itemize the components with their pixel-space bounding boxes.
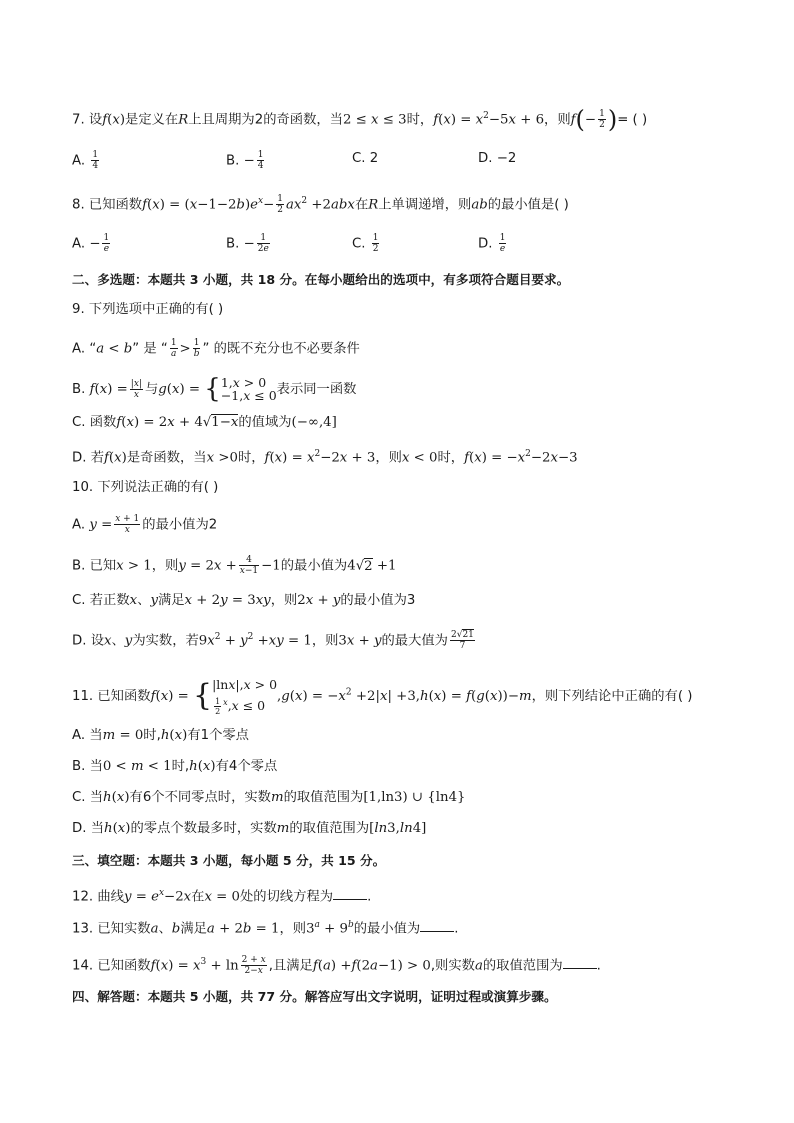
option-label: D. [478,236,493,252]
option-label: C. 函数 [72,415,117,430]
q13-text: ，则 [279,921,307,937]
q11-text: ，则下列结论中正确的有( ) [531,689,693,705]
question-13: 13. 已知实数a、b满足a + 2b = 1，则$3^a + 9^b$的最小值为 . [72,920,459,937]
question-12: 12. 曲线$y = e^x-2x$在x = 0处的切线方程为 . [72,888,372,905]
q8-option-c[interactable]: C. $\frac{1}{2}$ [352,233,379,254]
q11-option-a[interactable]: A. 当m = 0时,h(x)有1个零点 [72,728,249,743]
option-label: D. −2 [478,151,517,166]
question-7-stem: 7. 设f(x)是定义在R上且周期为2的奇函数，当2 ≤ x ≤ 3时，$f(x) = x^2-5x + 6$，则f(− $\frac{1}{2}$ )= ( ) [72,105,648,134]
option-label: B. 当 [72,759,103,774]
option-label: B. [72,382,86,397]
q12-text: 在 [191,889,205,905]
q8-text: 上单调递增，则 [378,197,472,213]
option-label: D. 当 [72,821,104,836]
section-heading-2: 二、多选题：本题共 3 小题，共 18 分。在每小题给出的选项中，有多项符合题目要求。 [72,272,570,287]
q7-text: 是定义在 [125,112,179,128]
q14-text: ,则实数 [430,958,475,974]
q9-text: ” 的既不充分也不必要条件 [202,341,360,357]
q10-text: ，则 [151,558,179,574]
option-label: C. 2 [352,151,379,166]
q8-option-b[interactable]: B. − $\frac{1}{2e}$ [226,233,269,254]
q8-text: 在 [354,197,369,213]
q7-text: ，则 [544,112,571,128]
q9-option-d[interactable]: D. 若f(x)是奇函数，当x >0时，$f(x) = x^2-2x + 3$，则x < 0时，$f(x) = -x^2-2x-3$ [72,449,578,466]
answer-blank[interactable] [563,958,597,969]
q9-text: ，则 [375,450,402,466]
q7-option-c[interactable] [352,150,378,168]
q10-text: 满足 [157,593,185,608]
q7-option-b[interactable]: B. − $\frac{1}{4}$ [226,150,264,171]
q10-option-a[interactable]: A. y = $\frac{x + 1}{x}$ 的最小值为2 [72,514,218,535]
q7-option-a[interactable]: A. $\frac{1}{4}$ [72,150,99,171]
q11-text: 有1个零点 [187,728,249,743]
q9-text: 时， [437,450,465,466]
q10-option-d[interactable]: D. 设x、y为实数，若$9x^2 + y^2 +xy = 1$，则3x + y的最大值为 $\frac{2√21}{7}$ [72,629,474,651]
option-label: A. [72,153,86,169]
q7-option-d[interactable] [478,150,516,168]
q11-text: 时, [171,759,190,774]
q11-text: 11. 已知函数 [72,689,151,705]
q8-option-a[interactable]: A. − $\frac{1}{e}$ [72,233,110,254]
q8-text: 8. 已知函数 [72,197,143,213]
q12-text: 12. 曲线 [72,889,124,905]
q9-text: 的值域为 [238,415,292,430]
q12-text: . [367,889,372,905]
answer-blank[interactable] [420,921,454,932]
q11-text: 有4个零点 [215,759,278,774]
option-label: D. 设 [72,633,104,649]
q11-text: 时, [143,728,161,743]
option-label: B. [226,236,240,252]
option-label: C. 若正数 [72,593,130,608]
q11-text: 的取值范围为 [283,790,364,805]
answer-blank[interactable] [333,889,367,900]
section-heading-4: 四、解答题：本题共 5 小题，共 77 分。解答应写出文字说明，证明过程或演算步骤。 [72,989,557,1004]
q10-text: ，则 [311,633,339,649]
q11-option-d[interactable]: D. 当h(x)的零点个数最多时，实数m的取值范围为[ln3,ln4] [72,821,427,836]
q9-option-c[interactable]: C. 函数f(x) = 2x + 4√1−x的值域为(−∞,4] [72,415,337,430]
q12-text: 处的切线方程为 [240,889,334,905]
q14-text: ,且满足 [268,958,313,974]
question-14: 14. 已知函数$f(x) = x^3 + \ln$ $\frac{2 + x}{2-x}$ ,且满足f(a) +f(2a−1) > 0,则实数a的取值范围为 . [72,954,601,976]
q7-text: 7. 设 [72,112,103,128]
option-label: B. 已知 [72,558,117,574]
option-label: C. [352,236,366,252]
q13-text: 的最小值为 [353,921,421,937]
question-10-stem: 10. 下列说法正确的有( ) [72,480,219,495]
q14-text: 的取值范围为 [482,958,563,974]
option-label: A. [72,517,86,533]
q7-text: 时， [406,112,434,128]
q11-option-b[interactable]: B. 当0 < m < 1时,h(x)有4个零点 [72,759,278,774]
q11-option-c[interactable]: C. 当h(x)有6个不同零点时，实数m的取值范围为[1,ln3) ∪ {ln4} [72,790,466,805]
option-label: A. [72,236,86,252]
q11-text: 的零点个数最多时，实数 [130,821,277,836]
question-11-stem: 11. 已知函数f(x) = { |lnx|,x > 0 $\frac{1}{2}$ $^x$,x ≤ 0 $,g(x) = -x^2 +2|x| +3,h(x) = f(g(x))-m$，则下列结论中正确的有( ) [72,677,693,717]
option-label: A. “ [72,341,97,357]
q7-text: 上且周期为2的奇函数，当 [188,112,343,128]
question-8-stem: 8. 已知函数$f(x) = (x-1-2b)e^x-$ $\frac{1}{2}$ $ax^2 +2abx$在R上单调递增，则ab的最小值是( ) [72,193,569,215]
q9-option-a[interactable]: A. “a < b” 是 “ $\frac{1}{a}$ > $\frac{1}{b}$ ” 的既不充分也不必要条件 [72,338,360,359]
q8-option-d[interactable]: D. $\frac{1}{e}$ [478,233,506,254]
q13-text: 满足 [180,921,207,937]
q10-text: 的最小值为3 [340,593,416,608]
option-label: B. [226,153,240,169]
q9-text: ” 是 “ [132,341,168,357]
q9-text: 时， [237,450,265,466]
option-label: C. 当 [72,790,104,805]
q8-text: 的最小值是( ) [487,197,569,213]
q11-text: 的取值范围为 [289,821,370,836]
q11-text: 有6个不同零点时，实数 [129,790,271,805]
q10-text: 的最小值为2 [142,517,218,533]
q9-option-b[interactable]: B. f(x) = $\frac{|x|}{x}$ 与g(x) = { 1,x > 0 −1,x ≤ 0 表示同一函数 [72,374,357,404]
q10-option-b[interactable]: B. 已知x > 1，则y = 2x + $\frac{4}{x-1}$ −1的最小值为4√2 +1 [72,555,397,576]
option-label: D. 若 [72,450,104,466]
q7-text: = ( ) [617,112,648,128]
q9-text: 与 [144,382,159,397]
option-label: A. 当 [72,728,103,743]
q9-text: 表示同一函数 [276,382,357,397]
question-9-stem: 9. 下列选项中正确的有( ) [72,302,224,317]
q10-text: ，则 [270,593,298,608]
q10-text: 的最大值为 [381,633,448,649]
q10-text: 的最小值为 [280,558,348,574]
q14-text: . [596,958,601,974]
q14-text: 14. 已知函数 [72,958,151,974]
q9-text: 是奇函数，当 [126,450,207,466]
q13-text: . [454,921,459,937]
section-heading-3: 三、填空题：本题共 3 小题，每小题 5 分，共 15 分。 [72,853,386,868]
q13-text: 13. 已知实数 [72,921,151,937]
q10-text: 为实数，若 [132,633,199,649]
q10-option-c[interactable]: C. 若正数x、y满足x + 2y = 3xy，则2x + y的最小值为3 [72,593,416,608]
